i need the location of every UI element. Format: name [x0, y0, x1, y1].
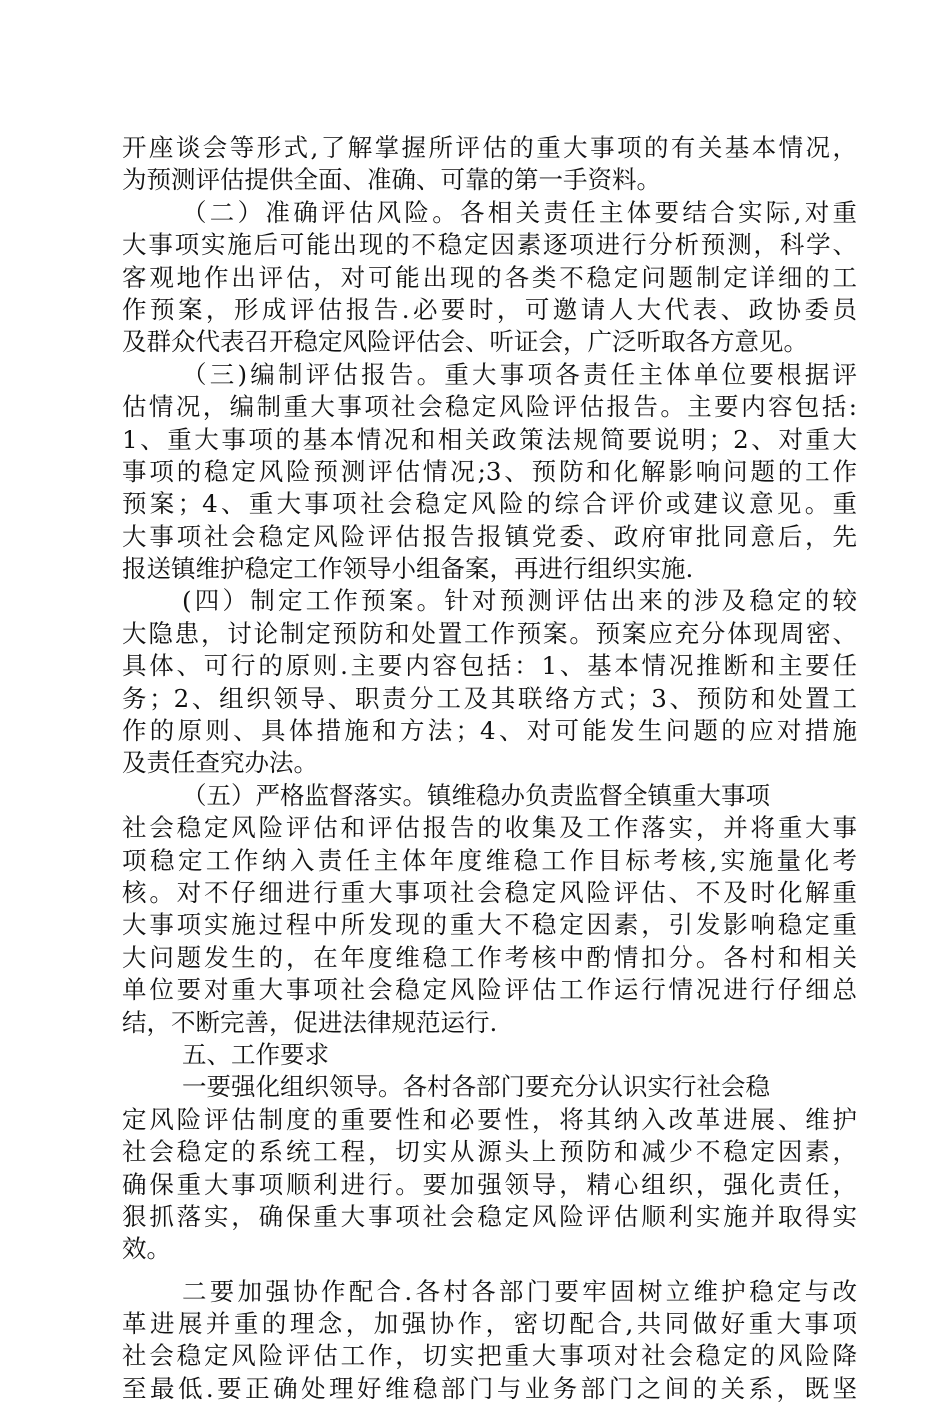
text-line: 社会稳定风险评估和评估报告的收集及工作落实，并将重大事 — [122, 813, 857, 843]
text-line: 项稳定工作纳入责任主体年度维稳工作目标考核,实施量化考 — [122, 845, 857, 875]
text-line: 事项的稳定风险预测评估情况;3、预防和化解影响问题的工作 — [122, 456, 857, 486]
text-line: 1、重大事项的基本情况和相关政策法规简要说明；2、对重大 — [122, 424, 857, 454]
text-line: 二要加强协作配合.各村各部门要牢固树立维护稳定与改 — [182, 1276, 857, 1306]
text-line: 预案；4、重大事项社会稳定风险的综合评价或建议意见。重 — [122, 489, 857, 519]
text-line: 大事项实施过程中所发现的重大不稳定因素，引发影响稳定重 — [122, 910, 857, 940]
text-line: 确保重大事项顺利进行。要加强领导，精心组织，强化责任， — [122, 1169, 857, 1199]
text-line: 核。对不仔细进行重大事项社会稳定风险评估、不及时化解重 — [122, 877, 857, 907]
text-line: 社会稳定的系统工程，切实从源头上预防和减少不稳定因素， — [122, 1137, 857, 1167]
text-line: 大事项实施后可能出现的不稳定因素逐项进行分析预测，科学、 — [122, 230, 857, 260]
paragraph-gap — [122, 1266, 857, 1276]
text-line: 狠抓落实，确保重大事项社会稳定风险评估顺利实施并取得实 — [122, 1201, 857, 1231]
text-line: 估情况，编制重大事项社会稳定风险评估报告。主要内容包括: — [122, 392, 857, 422]
text-line: 务；2、组织领导、职责分工及其联络方式；3、预防和处置工 — [122, 683, 857, 713]
text-line: 作预案，形成评估报告.必要时，可邀请人大代表、政协委员 — [122, 294, 857, 324]
text-line: 结，不断完善，促进法律规范运行. — [122, 1007, 498, 1037]
text-line: （三)编制评估报告。重大事项各责任主体单位要根据评 — [182, 359, 857, 389]
text-line: 大事项社会稳定风险评估报告报镇党委、政府审批同意后，先 — [122, 521, 857, 551]
text-line: 及责任查究办法。 — [122, 748, 318, 778]
text-line: 社会稳定风险评估工作，切实把重大事项对社会稳定的风险降 — [122, 1341, 857, 1371]
text-line: 效。 — [122, 1234, 171, 1264]
text-line: 作的原则、具体措施和方法；4、对可能发生问题的应对措施 — [122, 716, 857, 746]
text-line: 为预测评估提供全面、准确、可靠的第一手资料。 — [122, 165, 661, 195]
text-line: 五、工作要求 — [182, 1039, 329, 1069]
text-line: 客观地作出评估，对可能出现的各类不稳定问题制定详细的工 — [122, 262, 857, 292]
text-line: 定风险评估制度的重要性和必要性，将其纳入改革进展、维护 — [122, 1104, 857, 1134]
text-line: 报送镇维护稳定工作领导小组备案，再进行组织实施. — [122, 554, 694, 584]
text-line: 至最低.要正确处理好维稳部门与业务部门之间的关系，既坚 — [122, 1373, 857, 1403]
text-line: 一要强化组织领导。各村各部门要充分认识实行社会稳 — [182, 1072, 770, 1102]
text-line: 开座谈会等形式,了解掌握所评估的重大事项的有关基本情况， — [122, 133, 857, 162]
text-line: 单位要对重大事项社会稳定风险评估工作运行情况进行仔细总 — [122, 975, 857, 1005]
text-line: 革进展并重的理念，加强协作，密切配合,共同做好重大事项 — [122, 1309, 857, 1339]
text-line: （五）严格监督落实。镇维稳办负责监督全镇重大事项 — [182, 780, 770, 810]
text-line: 具体、可行的原则.主要内容包括：1、基本情况推断和主要任 — [122, 651, 857, 681]
text-line: 大问题发生的，在年度维稳工作考核中酌情扣分。各村和相关 — [122, 942, 857, 972]
text-line: （二）准确评估风险。各相关责任主体要结合实际,对重 — [182, 197, 857, 227]
document-body — [122, 132, 857, 1405]
text-line: 大隐患，讨论制定预防和处置工作预案。预案应充分体现周密、 — [122, 618, 857, 648]
text-line: (四）制定工作预案。针对预测评估出来的涉及稳定的较 — [182, 586, 857, 616]
text-line: 及群众代表召开稳定风险评估会、听证会，广泛听取各方意见。 — [122, 327, 808, 357]
